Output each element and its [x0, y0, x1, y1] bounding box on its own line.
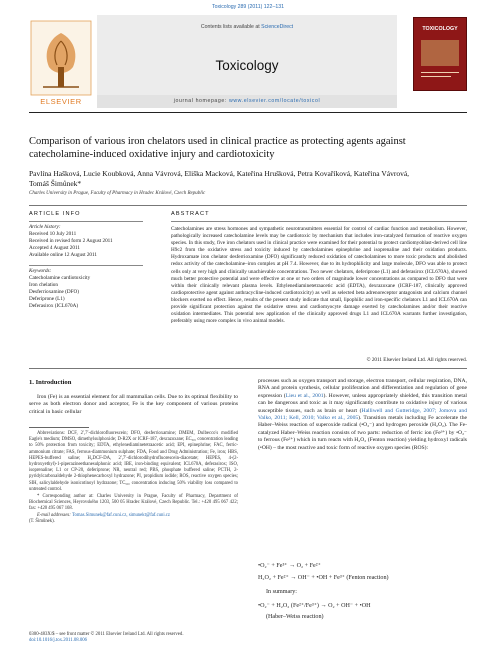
affiliation: Charles University in Prague, Faculty of Pharmacy in Hradec Králové, Czech Republic	[29, 191, 206, 196]
keyword-item: Deferasirox (ICL670A)	[29, 303, 79, 310]
journal-header	[29, 15, 467, 111]
equation-superoxide: •O₂⁻ + Fe³⁺ → O₂ + Fe²⁺	[258, 563, 321, 569]
contents-line: Contents lists available at ScienceDirect	[200, 24, 294, 30]
article-title: Comparison of various iron chelators used in clinical practice as protecting agents against catecholamine-induced oxidative injury and cardiotoxicity	[29, 136, 406, 160]
journal-reference[interactable]: Toxicology 289 (2011) 122–131	[211, 4, 284, 10]
abstract-rule	[29, 368, 467, 369]
journal-cover-image	[413, 17, 467, 91]
footnotes	[29, 431, 238, 525]
doi-link[interactable]: doi:10.1016/j.tox.2011.08.006	[29, 638, 88, 644]
corresponding-author-footnote: * Corresponding author at: Charles University in Prague, Faculty of Pharmacy, Department of Biochemical Sciences, Heyrovského 1203, 500 05 Hradec Králové, Czech Republic. Tel.: +420 495 067 422; fax: +420 495 067 168.	[29, 494, 238, 512]
article-history	[29, 224, 145, 259]
sciencedirect-link[interactable]: ScienceDirect	[261, 24, 294, 30]
keyword-item: Catecholamine cardiotoxicity	[29, 275, 91, 282]
title-rule	[29, 205, 467, 206]
haber-weiss-label: (Haber–Weiss reaction)	[266, 614, 324, 620]
author-list: Pavlína Hašková, Lucie Koubková, Anna Vávrová, Eliška Macková, Kateřina Hrušková, Petra Kovaříková, Kateřina Vávrová, Tomáš Šimůnek*	[29, 169, 410, 188]
homepage-line: journal homepage: www.elsevier.com/locate/toxicol	[173, 98, 321, 104]
elsevier-logo	[29, 17, 93, 107]
footnote-rule	[29, 427, 89, 428]
citation-link[interactable]: Halliwell and Gutteridge, 2007; Jomova and Valko, 2011; Kell, 2010; Valko et al., 2005	[258, 407, 467, 422]
cover-artwork	[421, 40, 459, 66]
copyright-line: © 2011 Elsevier Ireland Ltd. All rights reserved.	[366, 357, 467, 363]
abstract-heading: ABSTRACT	[171, 211, 210, 217]
section-heading: 1. Introduction	[29, 379, 72, 386]
keywords-label: Keywords:	[29, 268, 52, 274]
issn-line: 0300-483X/$ – see front matter © 2011 Elsevier Ireland Ltd. All rights reserved. doi:10.1016/j.tox.2011.08.006	[29, 632, 238, 645]
history-label: Article history:	[29, 224, 61, 230]
homepage-link[interactable]: www.elsevier.com/locate/toxicol	[228, 98, 321, 104]
keyword-item: Desferrioxamine (DFO)	[29, 289, 79, 296]
equation-fenton: H₂O₂ + Fe²⁺ → OH⁻ + •OH + Fe³⁺ (Fenton reaction)	[258, 575, 389, 581]
email-footnote: E-mail addresses: Tomas.Simunek@faf.cuni.cz, simunekt@faf.cuni.cz (T. Šimůnek).	[29, 512, 170, 524]
abstract-text: Catecholamines are stress hormones and sympathetic neurotransmitters essential for control of cardiac function and metabolism. However, pathologically increased catecholamine levels may be cardiotoxic by mechanism that includes iron-catalyzed formation of reactive oxygen species. In this study, five iron chelators used in clinical practice were examined for their potential to protect cardiomyoblast-derived cell line H9c2 from the oxidative stress and toxicity induced by catecholamines epinephrine and isoprenaline and their oxidation products. Hydroxamate iron chelator desferrioxamine (DFO) significantly reduced oxidation of catecholamines to more toxic products and abolished redox activity of the catecholamine–iron complex at pH 7.4. However, due to its hydrophilicity and large molecule, DFO was able to protect cells only at very high and clinically unachievable concentrations. Two newer chelators, deferiprone (L1) and deferasirox (ICL670A), showed much better protective potential and were effective at one or two orders of magnitude lower concentrations as compared to DFO that were within their clinically relevant plasma levels. Ethylenediaminetetraacetic acid (EDTA), dexrazoxane (ICRF-187, clinically approved cardioprotective agent against anthracycline-induced cardiotoxicity) as well as selected beta adrenoreceptor antagonists and calcium channel blockers exerted no effect. Hence, results of the present study indicate that small, lipophilic and iron-specific chelators L1 and ICL670A can provide significant protection against the oxidative stress and cardiomyocyte damage exerted by catecholamines and/or their reactive oxidation intermediates. This potential new application of the clinically approved drugs L1 and ICL670A warrants further investigation, preferably using more complex in vivo animal models.	[171, 226, 467, 325]
equation-haber-weiss: •O₂⁻ + H₂O₂ (Fe²⁺/Fe³⁺) → O₂ + OH⁻ + •OH	[258, 603, 371, 609]
email-link[interactable]: Tomas.Simunek@faf.cuni.cz, simunekt@faf.cuni.cz	[71, 512, 170, 518]
publisher-name: ELSEVIER	[40, 97, 82, 106]
journal-name: Toxicology	[215, 58, 279, 73]
history-revised: Received in revised form 2 August 2011	[29, 238, 113, 245]
history-received: Received 10 July 2011	[29, 231, 77, 238]
cover-label: TOXICOLOGY	[422, 26, 458, 32]
history-online: Available online 12 August 2011	[29, 252, 98, 259]
abbreviations-footnote: Abbreviations: DCF, 2′,7′-dichlorofluorescein; DFO, desferrioxamine; DMEM, Dulbecco's modified Eagle's medium; DMSO, dimethylsulphoxide; D-R2X or ICRF-187, dexrazoxane; EC₅₀, concentration leading to 50% protection from toxicity; EDTA, ethylenediaminetetraacetic acid; EPI, epinephrine; FAC, ferric-ammonium citrate; FAS, ferrous-diammonium sulphate; FDA, Food and Drug Administration; Fe, iron; HBS, HEPES-buffered saline; H₂DCF-DA, 2′,7′-dichlorodihydrofluorescein-diacetate; HEPES, 4-(2-hydroxyethyl)-1-piperazineethanesulphonic acid; IBE, iron-binding equivalent; ICL670A, deferasirox; ISO, isoprenaline; L1 or CP-20, deferiprone; NR, neutral red; PBS, phosphate buffered saline; PCTH, 2-pyridylcarboxaldehyde 2-thiophenecarboxyl hydrazone; PI, propidium iodide; ROS, reactive oxygen species; SIH, salicylaldehyde isonicotinoyl hydrazone; TC₅₀, concentration inducing 50% viability loss compared to untreated control.	[29, 431, 238, 492]
header-rule	[29, 112, 467, 113]
summary-label: In summary:	[266, 589, 297, 595]
keyword-item: Deferiprone (L1)	[29, 296, 65, 303]
intro-paragraph-right: processes such as oxygen transport and storage, electron transport, cellular respiration, DNA, RNA and protein synthesis, cellular proliferation and differentiation and regulation of gene expression (Lieu et al., 2001). However, unless appropriately shielded, this transition metal can be dangerous and toxic as it may significantly contribute to oxidative injury of various susceptible tissues, such as brain or heart (Halliwell and Gutteridge, 2007; Jomova and Valko, 2011; Kell, 2010; Valko et al., 2005). Transition metals including Fe accelerate the Haber–Weiss reaction of superoxide radical (•O₂⁻) and hydrogen peroxide (H₂O₂). The Fe-catalyzed Haber–Weiss reaction consists of two parts: reduction of ferric ion (Fe³⁺) by •O₂⁻ to ferrous (Fe²⁺) which in turn reacts with H₂O₂ (Fenton reaction) yielding hydroxyl radicals (•OH) – the most reactive and toxic form of reactive oxygen species (ROS):	[258, 378, 467, 451]
history-accepted: Accepted 4 August 2011	[29, 245, 80, 252]
equations	[258, 562, 467, 621]
keyword-item: Iron chelation	[29, 282, 58, 289]
article-info-heading: ARTICLE INFO	[29, 211, 81, 217]
intro-paragraph-left: Iron (Fe) is an essential element for all mammalian cells. Due to its optimal flexibility to serve as both electron donor and acceptor, Fe is the key component of various proteins critical in basic cellular	[29, 394, 238, 415]
keywords	[29, 268, 145, 311]
citation-link[interactable]: Lieu et al., 2001	[285, 392, 324, 399]
